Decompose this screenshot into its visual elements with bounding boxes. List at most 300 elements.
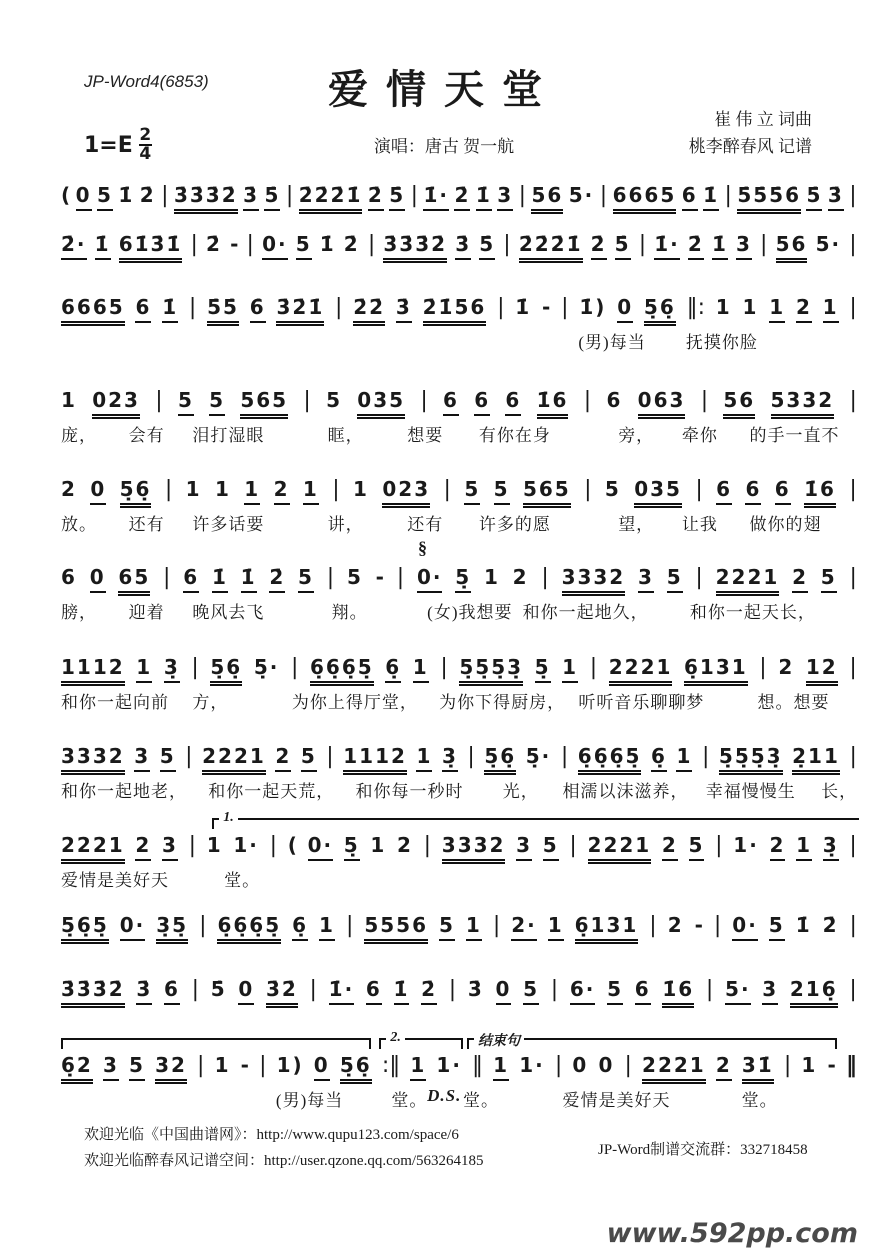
notation-line <box>61 1053 857 1081</box>
notation-line <box>61 913 857 941</box>
volta-bracket <box>212 810 859 829</box>
barline: ‖ <box>472 1053 484 1078</box>
lyric-segment: 和你每一秒时 <box>355 782 464 801</box>
note-group: 3 <box>516 833 532 861</box>
note-group: 1· <box>436 1053 462 1077</box>
barline: | <box>759 655 767 680</box>
barline: | <box>569 833 577 858</box>
lyric-segment: 泪打湿眼 <box>192 426 265 445</box>
barline: ‖ <box>845 1053 857 1078</box>
lyric-segment: (男)每当 <box>578 333 646 352</box>
note-group: 0· <box>120 913 146 941</box>
lyric-segment: 方， <box>192 693 229 712</box>
lyric-segment: (女)我想要 <box>427 603 513 622</box>
note-group: 6̣131 <box>575 913 639 941</box>
lyric-segment: 让我 <box>681 515 718 534</box>
note-group: 1̇ <box>162 295 178 323</box>
dash-note: - <box>230 232 239 256</box>
note-group: 5 <box>769 913 785 941</box>
note-group: 0 <box>572 1053 589 1077</box>
lyric-segment: 眶， <box>327 426 364 445</box>
time-top: 2 <box>139 125 152 145</box>
barline: | <box>849 388 857 413</box>
note-group: 6 <box>635 977 651 1005</box>
note-group: 1̇ <box>712 232 728 260</box>
lyric-segment: 翔。 <box>331 603 368 622</box>
lyric-segment: 放。 <box>61 515 97 534</box>
note-group: 3̣5̣ <box>156 913 188 941</box>
note-group: 3̇3̇3̇2̇ <box>61 977 125 1005</box>
note-group: 5̣6̣5̣ <box>61 913 109 941</box>
music-system-4 <box>61 388 857 445</box>
note-group: 5̇ <box>210 977 227 1001</box>
note-group: 5̣ <box>455 565 471 593</box>
barline: | <box>695 477 703 502</box>
note-group: 5̣5̣5̣3̣ <box>459 655 523 683</box>
note-group: 216̣ <box>790 977 838 1005</box>
note-group: 1̇6 <box>662 977 694 1005</box>
lyric-segment: 堂。 <box>741 1091 778 1110</box>
barline: | <box>326 744 334 769</box>
lyric-segment: 想。想要 <box>757 693 830 712</box>
lyrics-line <box>61 688 857 712</box>
note-group: 035 <box>357 388 405 416</box>
barline: | <box>589 655 598 680</box>
note-group: 023 <box>92 388 140 416</box>
note-group: 6̣6̣6̣5̣ <box>310 655 374 683</box>
note-group: 6̣131 <box>684 655 748 683</box>
note-group: 1 <box>410 1053 426 1081</box>
note-group: 0 <box>90 477 106 505</box>
barline: | <box>164 477 173 502</box>
note-group: 5̇5̇ <box>207 295 239 323</box>
note-group: 1 <box>319 913 335 941</box>
barline: | <box>410 183 419 208</box>
note-group: 5 <box>689 833 705 861</box>
notation-line <box>61 388 857 416</box>
note-group: 1̇ <box>515 295 532 319</box>
note-group: 1 <box>466 913 482 941</box>
note-group: 6 <box>775 477 791 505</box>
note-group: 0· <box>732 913 758 941</box>
note-group: 6 <box>61 565 77 589</box>
note-group: 5 <box>346 565 363 589</box>
barline: | <box>163 565 171 590</box>
note-group: 6 <box>505 388 521 416</box>
barline: | <box>783 1053 792 1078</box>
note-group: 1 <box>548 913 564 941</box>
note-group: 5̣6̣ <box>644 295 676 323</box>
time-bottom: 4 <box>139 144 152 164</box>
barline: | <box>695 565 703 590</box>
key-label: 1=E <box>84 132 133 158</box>
site-watermark: www.592pp.com <box>606 1218 858 1249</box>
qq-group-line: JP-Word制谱交流群：332718458 <box>598 1142 808 1158</box>
page-title: 爱情天堂 <box>328 67 560 112</box>
dash-note: - <box>375 565 384 589</box>
barline: | <box>467 744 475 769</box>
note-group: 2̇2̇2̇1̇ <box>299 183 363 211</box>
note-group: 1̇6 <box>537 388 569 416</box>
barline: | <box>638 232 647 257</box>
barline: | <box>849 655 857 680</box>
note-group: 0 <box>90 565 106 593</box>
note-group: 0· <box>262 232 288 260</box>
note-group: 5 <box>607 977 623 1005</box>
note-group: 6 <box>682 183 698 211</box>
note-group: 5̣· <box>525 744 552 768</box>
dash-note: - <box>827 1053 836 1077</box>
lyric-segment: 旁， <box>618 426 655 445</box>
lyric-segment: (男)每当 <box>275 1091 344 1110</box>
barline: | <box>443 477 451 502</box>
barline: | <box>849 183 857 208</box>
lyric-segment: 和你一起天长， <box>689 603 816 622</box>
lyric-segment: 还有 <box>128 515 165 534</box>
note-group: 5̣6̣ <box>484 744 516 772</box>
lyrics-line <box>61 421 857 445</box>
note-group: 3332 <box>61 744 125 772</box>
note-group: 5· <box>568 183 595 207</box>
note-group: 1̇· <box>654 232 680 260</box>
note-group: 2̇ <box>591 232 607 260</box>
lyric-segment: 听听音乐聊聊梦 <box>578 693 705 712</box>
note-group: 2̇2̇2̇1̇ <box>519 232 583 260</box>
note-group: 5· <box>815 232 842 256</box>
note-group: 1 <box>483 565 500 589</box>
barline: | <box>246 232 254 257</box>
note-group: 2̇ <box>343 232 360 256</box>
software-watermark: JP-Word4(6853) <box>84 72 209 91</box>
note-group: 6 <box>606 388 623 412</box>
volta-bracket <box>61 1038 371 1049</box>
parenthesis: ( <box>287 833 297 857</box>
barline: | <box>396 565 405 590</box>
barline: | <box>541 565 549 590</box>
note-group: 5 <box>301 744 317 772</box>
barline: | <box>715 833 723 858</box>
note-group: 1 <box>61 388 77 412</box>
notation-line <box>61 477 857 505</box>
lyric-segment: 迎着 <box>128 603 165 622</box>
dash-note: - <box>240 1053 249 1077</box>
note-group: 5̇ <box>806 183 822 211</box>
note-group: 035 <box>634 477 682 505</box>
barline: | <box>701 744 710 769</box>
note-group: 3332 <box>442 833 506 861</box>
notation-line <box>61 295 857 323</box>
note-group: 3̇ <box>455 232 471 260</box>
note-group: 5· <box>725 977 751 1005</box>
music-system-2 <box>61 232 857 260</box>
note-group: 1 <box>416 744 432 772</box>
note-group: 3̣ <box>442 744 458 772</box>
note-group: 2̇ <box>269 565 285 593</box>
note-group: 2 <box>770 833 786 861</box>
note-group: 56 <box>776 232 808 260</box>
note-group: 5 <box>821 565 837 593</box>
note-group: 6̣ <box>385 655 401 683</box>
note-group: 2̇· <box>61 232 87 260</box>
music-system-3 <box>61 295 857 352</box>
lyric-segment: 晚风去飞 <box>192 603 265 622</box>
note-group: 5̣5̣5̣3̣ <box>719 744 783 772</box>
volta-label: 结束句 <box>474 1030 524 1050</box>
qzone-site-line: 欢迎光临醉春风记谱空间：http://user.qzone.qq.com/563264185 <box>84 1153 484 1169</box>
barline: | <box>583 388 592 413</box>
note-group: 1̇ <box>476 183 492 211</box>
time-signature <box>139 125 152 164</box>
note-group: 3 <box>103 1053 119 1081</box>
segno-token <box>416 538 443 593</box>
volta-bracket <box>379 1030 463 1049</box>
note-group: 5 <box>667 565 683 593</box>
barline: | <box>713 913 722 938</box>
notation-line <box>61 232 857 260</box>
barline: | <box>849 977 857 1002</box>
lyric-segment: 抚摸你脸 <box>685 333 758 352</box>
note-group: 2̇ <box>688 232 704 260</box>
barline: | <box>518 183 526 208</box>
note-group: 5 <box>129 1053 145 1081</box>
volta-label: 2. <box>386 1030 405 1046</box>
barline: | <box>560 744 569 769</box>
barline: | <box>849 477 857 502</box>
lyric-segment: 和你一起向前 <box>61 693 169 712</box>
note-group: 2̇2̇ <box>353 295 385 323</box>
note-group: 3̣ <box>164 655 180 683</box>
note-group: 2̣11 <box>792 744 840 772</box>
note-group: 2̇ <box>421 977 437 1005</box>
note-group: 063 <box>638 388 686 416</box>
barline: | <box>700 388 709 413</box>
lyric-segment: 和你一起天荒， <box>208 782 335 801</box>
note-group: 5̣ <box>535 655 551 683</box>
barline: | <box>161 183 169 208</box>
note-group: 2̇ <box>206 232 222 256</box>
barline: | <box>197 1053 205 1078</box>
note-group: 1 <box>823 295 839 323</box>
music-system-5 <box>61 477 857 534</box>
note-group: 3 <box>638 565 654 593</box>
barline: | <box>561 295 569 320</box>
note-group: 5̣6̣ <box>340 1053 372 1081</box>
note-group: 6̣6̣6̣5̣ <box>217 913 281 941</box>
note-group: 2̇ <box>139 183 156 207</box>
lyric-segment: 堂。 <box>391 1091 428 1110</box>
transcriber-credit: 桃李醉春风 记谱 <box>688 137 812 156</box>
notation-line <box>61 183 857 211</box>
note-group: 2 <box>796 295 812 323</box>
note-group: 0 <box>598 1053 615 1077</box>
note-group: 6665 <box>61 295 125 323</box>
note-group: 5 <box>523 977 539 1005</box>
note-group: 2221 <box>642 1053 706 1081</box>
music-system-8 <box>61 744 858 801</box>
barline: | <box>440 655 448 680</box>
note-group: 2 <box>397 833 413 857</box>
note-group: 5̣ <box>344 833 360 861</box>
note-group: 565 <box>523 477 571 505</box>
note-group: 1 <box>244 477 260 505</box>
barline: | <box>492 913 501 938</box>
note-group: 1 <box>715 295 732 319</box>
note-group: 5̇5̇5̇6̇ <box>737 183 801 211</box>
lyric-segment: D.S. <box>427 1086 462 1105</box>
note-group: 2̇ <box>454 183 470 211</box>
note-group: 6̇ <box>164 977 180 1005</box>
note-group: 565 <box>240 388 288 416</box>
note-group: 61̇3̇1̇ <box>119 232 183 260</box>
parenthesis: ( <box>61 183 71 207</box>
note-group: 1̇ <box>394 977 410 1005</box>
note-group: 3̇2̇1̇ <box>276 295 324 323</box>
dash-note: - <box>542 295 551 319</box>
note-group: 2 <box>716 1053 732 1081</box>
lyrics-line <box>61 510 857 534</box>
note-group: 1̇ <box>95 232 111 260</box>
lyric-segment: 想要 <box>407 426 444 445</box>
lyric-segment: 做你的翅 <box>749 515 822 534</box>
lyrics-line <box>61 328 857 352</box>
note-group: 1 <box>562 655 578 683</box>
note-group: 6 <box>366 977 382 1005</box>
note-group: 2221 <box>716 565 780 593</box>
barline: | <box>185 744 193 769</box>
note-group: 2 <box>275 744 291 772</box>
note-group: 2 <box>135 833 151 861</box>
barline: | <box>155 388 163 413</box>
barline: | <box>497 295 505 320</box>
note-group: 5 <box>160 744 176 772</box>
note-group: 1 <box>413 655 429 683</box>
lyric-segment: 膀， <box>61 603 97 622</box>
note-group: 1) <box>276 1053 304 1077</box>
lyric-segment: 和你一起地久， <box>522 603 649 622</box>
note-group: 1 <box>214 477 231 501</box>
note-group: 1̇ <box>703 183 719 211</box>
barline: | <box>849 744 857 769</box>
note-group: 1112 <box>61 655 125 683</box>
barline: | <box>448 977 457 1002</box>
lyric-segment: 许多话要 <box>192 515 265 534</box>
barline: | <box>199 913 207 938</box>
lyric-segment: 光， <box>502 782 539 801</box>
note-group: 1 <box>742 295 759 319</box>
lyric-segment: 望， <box>618 515 655 534</box>
note-group: 5 <box>604 477 621 501</box>
barline: | <box>326 565 335 590</box>
barline: | <box>188 833 197 858</box>
note-group: 1̇ <box>212 565 228 593</box>
note-group: 0· <box>308 833 334 861</box>
barline: | <box>190 232 198 257</box>
note-group: 0 <box>496 977 512 1005</box>
note-group: 2221 <box>202 744 266 772</box>
lyric-segment: 幸福慢慢生 <box>705 782 796 801</box>
notation-line <box>61 538 857 593</box>
note-group: 023 <box>382 477 430 505</box>
note-group: 2 <box>274 477 290 505</box>
note-group: 3 <box>762 977 778 1005</box>
music-system-1 <box>61 183 857 211</box>
music-system-12 <box>61 1030 857 1110</box>
note-group: 31̇ <box>742 1053 774 1081</box>
note-group: 2221 <box>609 655 673 683</box>
barline: | <box>269 833 278 858</box>
lyric-segment: 长， <box>821 782 858 801</box>
lyric-segment: 讲， <box>327 515 364 534</box>
barline: | <box>849 913 857 938</box>
note-group: 0· <box>417 565 443 593</box>
lyric-segment: 爱情是美好天 <box>61 871 169 890</box>
note-group: 6 <box>135 295 151 323</box>
note-group: 3 <box>497 183 513 211</box>
note-group: 3̇3̇3̇2̇ <box>174 183 238 211</box>
note-group: 2221 <box>588 833 652 861</box>
lyric-segment: 还有 <box>407 515 444 534</box>
note-group: 2 <box>61 477 77 501</box>
note-group: 5 <box>543 833 559 861</box>
note-group: 1 <box>185 477 202 501</box>
barline: | <box>423 833 432 858</box>
note-group: 0 <box>238 977 254 1005</box>
note-group: 1̇) <box>579 295 607 319</box>
note-group: 12 <box>806 655 838 683</box>
barline: | <box>191 977 200 1002</box>
note-group: 6· <box>570 977 596 1005</box>
note-group: 6̣6̣6̣5̣ <box>578 744 642 772</box>
note-group: 65 <box>118 565 150 593</box>
note-group: 3 <box>736 232 752 260</box>
note-group: 3 <box>134 744 150 772</box>
barline: | <box>503 232 511 257</box>
note-group: 5 <box>178 388 194 416</box>
barline: | <box>849 232 857 257</box>
barline: | <box>649 913 657 938</box>
notation-line <box>61 744 857 772</box>
note-group: 3̇ <box>828 183 844 211</box>
lyric-segment: 的手一直不 <box>749 426 840 445</box>
lyric-segment: 会有 <box>128 426 165 445</box>
note-group: 2 <box>778 655 795 679</box>
note-group: 1 <box>370 833 387 857</box>
barline: | <box>584 477 592 502</box>
note-group: 5̣6̣ <box>120 477 152 505</box>
barline: ‖: <box>686 295 705 320</box>
note-group: 6̣ <box>292 913 308 941</box>
note-group: 5̇ <box>264 183 280 211</box>
note-group: 5̇ <box>615 232 631 260</box>
note-group: 1 <box>206 833 223 857</box>
lyric-segment: 和你一起地老， <box>61 782 187 801</box>
barline: | <box>335 295 343 320</box>
note-group: 3̇ <box>467 977 484 1001</box>
segno-icon: § <box>417 538 427 558</box>
lyric-segment: 为你下得厨房， <box>439 693 566 712</box>
note-group: 6̇ <box>250 295 266 323</box>
note-group: 2221 <box>61 833 125 861</box>
lyric-segment: 相濡以沫滋养， <box>562 782 689 801</box>
note-group: 1· <box>519 1053 545 1077</box>
lyric-segment: 堂。 <box>462 1091 499 1110</box>
note-group: 3332 <box>562 565 626 593</box>
barline: | <box>309 977 317 1002</box>
note-group: 6665 <box>613 183 677 211</box>
barline: | <box>332 477 340 502</box>
note-group: 5̣· <box>253 655 280 679</box>
barline: | <box>259 1053 267 1078</box>
